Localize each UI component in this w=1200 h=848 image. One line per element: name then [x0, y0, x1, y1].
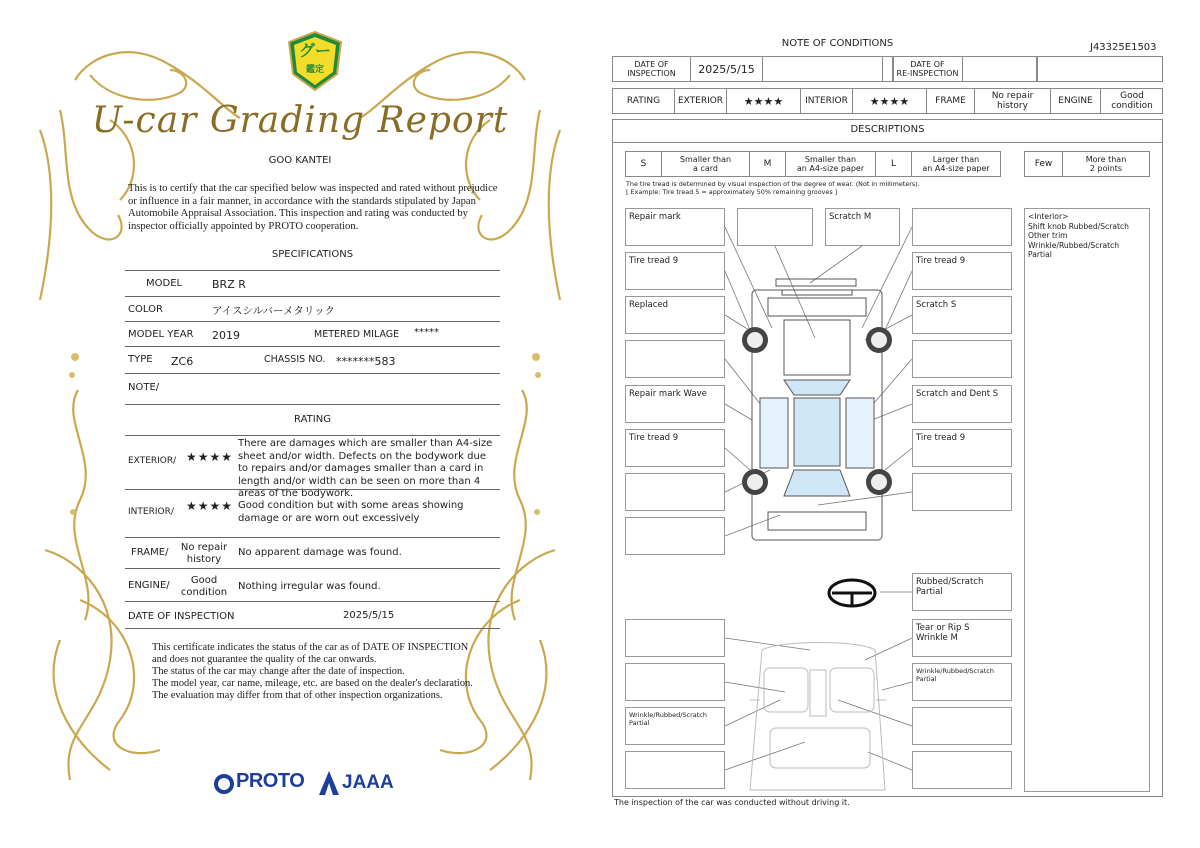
interior-description: Good condition but with some areas showing damage or are worn out excessively [238, 500, 464, 524]
note-footer: The inspection of the car was conducted without driving it. [614, 798, 850, 807]
frame-value-line2: history [186, 554, 222, 565]
legend-line: an A4-size paper [922, 164, 990, 173]
divider [125, 346, 500, 347]
tire-note-line: The tire tread is determined by visual inspection of the degree of wear. (Not in millimeters). [626, 180, 920, 188]
divider [125, 270, 500, 271]
chassis-value: *******583 [336, 355, 396, 368]
divider [125, 435, 500, 436]
damage-box-scratch-m: Scratch M [825, 208, 900, 246]
proto-logo-icon [214, 773, 234, 795]
certificate-title: U-car Grading Report [91, 100, 509, 141]
color-value: アイスシルバーメタリック [212, 305, 336, 317]
frame-value-line1: No repair [991, 91, 1034, 101]
damage-box-rubbed-partial: Rubbed/Scratch Partial [912, 573, 1012, 611]
disclaimer-line: The evaluation may differ from that of other inspection organizations. [152, 690, 443, 701]
legend-line: Smaller than [679, 155, 732, 164]
organization-name: GOO KANTEI [268, 155, 332, 166]
frame-description: No apparent damage was found. [238, 547, 402, 558]
engine-label: ENGINE [1051, 89, 1101, 113]
reinsp-label-line1: DATE OF [910, 60, 945, 69]
frame-label: FRAME/ [131, 547, 169, 558]
descriptions-heading: DESCRIPTIONS [850, 124, 925, 135]
interior-note-line: Shift knob Rubbed/Scratch [1028, 221, 1129, 231]
note-label: NOTE/ [128, 382, 160, 393]
jaaa-logo-text: JAAA [342, 772, 394, 793]
frame-label: FRAME [927, 89, 975, 113]
jaaa-logo-icon [318, 770, 340, 796]
exterior-label: EXTERIOR [675, 89, 727, 113]
divider [125, 373, 500, 374]
engine-label: ENGINE/ [128, 580, 170, 591]
doi-label-line2: INSPECTION [627, 69, 676, 78]
engine-value-line2: condition [1111, 101, 1153, 111]
interior-label: INTERIOR/ [128, 507, 174, 517]
damage-box-tire-rear-left: Tire tread 9 [625, 429, 725, 467]
date-of-inspection-value: 2025/5/15 [691, 57, 763, 81]
engine-value-line1: Good [190, 575, 218, 586]
report-code: J43325E1503 [1090, 42, 1157, 53]
logo-text-top: グー [298, 41, 331, 60]
car-exterior-diagram [600, 0, 1200, 848]
metered-milage-label: METERED MILAGE [314, 329, 400, 340]
certification-statement: This is to certify that the car specified below was inspected and rated without prejudice or influence in a fair manner, in accordance with the standards stipulated by Japan Automobile Appraisal Association. This inspection and rating was conducted by inspector officially appointed by PROTO cooperation. [128, 183, 498, 232]
exterior-description: There are damages which are smaller than A4-size sheet and/or width. Defects on the bodywork due to repairs and/or damages smaller than a card in length and/or width can be seen on more than 4 areas of the bodywork. [238, 438, 493, 499]
certificate-disclaimer [152, 642, 482, 702]
interior-note-line: Other trim [1028, 231, 1068, 240]
legend-line: 2 points [1089, 164, 1123, 173]
engine-value [176, 575, 232, 599]
damage-box-repair-wave: Repair mark Wave [625, 385, 725, 423]
interior-label: INTERIOR [801, 89, 853, 113]
disclaimer-line: The status of the car may change after the date of inspection. [152, 666, 405, 677]
legend-line: an A4-size paper [796, 164, 865, 173]
doi-label-line1: DATE OF [634, 60, 669, 69]
divider [125, 601, 500, 602]
date-of-inspection-value: 2025/5/15 [343, 610, 395, 621]
damage-box-repair-mark: Repair mark [625, 208, 725, 246]
metered-milage-value: ***** [414, 327, 439, 338]
legend-m: M [750, 152, 786, 176]
legend-s: S [626, 152, 662, 176]
divider [125, 628, 500, 629]
rating-label: RATING [613, 89, 675, 113]
damage-box-tire-front-left: Tire tread 9 [625, 252, 725, 290]
interior-stars: ★★★★ [186, 499, 234, 513]
type-label: TYPE [128, 354, 153, 365]
frame-value-line2: history [997, 101, 1028, 111]
damage-box-tire-rear-right: Tire tread 9 [912, 429, 1012, 467]
specifications-heading: SPECIFICATIONS [271, 249, 354, 260]
divider [125, 296, 500, 297]
damage-box-wrinkle-right: Wrinkle/Rubbed/Scratch Partial [912, 663, 1012, 701]
damage-text: Wrinkle M [916, 633, 958, 643]
model-value: BRZ R [212, 278, 246, 291]
frame-value-line1: No repair [180, 542, 228, 553]
damage-text: Tear or Rip S [916, 623, 970, 633]
legend-line: a card [693, 164, 718, 173]
divider [125, 568, 500, 569]
chassis-label: CHASSIS NO. [264, 354, 326, 365]
legend-l: L [876, 152, 912, 176]
type-value: ZC6 [171, 355, 194, 368]
note-of-conditions [600, 0, 1200, 848]
interior-note-heading: <Interior> [1028, 212, 1069, 221]
disclaimer-line: This certificate indicates the status of the car as of DATE OF INSPECTION and does not guarantee the quality of the car onwards. [152, 642, 469, 665]
legend-line: Larger than [932, 155, 980, 164]
divider [125, 537, 500, 538]
legend-line: Smaller than [804, 155, 857, 164]
model-year-value: 2019 [212, 329, 240, 342]
damage-box-scratch-dent: Scratch and Dent S [912, 385, 1012, 423]
proto-logo-text: PROTO [236, 770, 305, 792]
damage-box-replaced: Replaced [625, 296, 725, 334]
damage-box-scratch-s: Scratch S [912, 296, 1012, 334]
tire-note-line: [ Example: Tire tread 5 = approximately 50% remaining grooves ] [626, 188, 838, 196]
model-year-label: MODEL YEAR [128, 329, 194, 340]
divider [125, 489, 500, 490]
reinsp-label-line2: RE-INSPECTION [896, 69, 959, 78]
frame-value [176, 542, 232, 566]
interior-note-line: Partial [1028, 250, 1052, 259]
disclaimer-line: The model year, car name, mileage, etc. are based on the dealer's declaration. [152, 678, 473, 689]
damage-box-tire-front-right: Tire tread 9 [912, 252, 1012, 290]
date-of-inspection-label: DATE OF INSPECTION [128, 611, 235, 622]
divider [125, 404, 500, 405]
divider [125, 321, 500, 322]
engine-description: Nothing irregular was found. [238, 581, 381, 592]
damage-box-wrinkle-left: Wrinkle/Rubbed/Scratch Partial [625, 707, 725, 745]
engine-value-line1: Good [1120, 91, 1144, 101]
exterior-label: EXTERIOR/ [128, 456, 177, 466]
model-label: MODEL [146, 278, 183, 289]
rating-heading: RATING [294, 414, 331, 425]
exterior-stars: ★★★★ [727, 89, 801, 113]
legend-line: More than [1085, 155, 1127, 164]
interior-stars: ★★★★ [853, 89, 927, 113]
legend-few: Few [1025, 152, 1063, 176]
color-label: COLOR [128, 304, 163, 315]
exterior-stars: ★★★★ [186, 450, 234, 464]
logo-text-bottom: 鑑定 [305, 65, 324, 75]
engine-value-line2: condition [180, 587, 228, 598]
interior-note-line: Wrinkle/Rubbed/Scratch [1028, 240, 1120, 250]
note-title: NOTE OF CONDITIONS [781, 38, 894, 49]
